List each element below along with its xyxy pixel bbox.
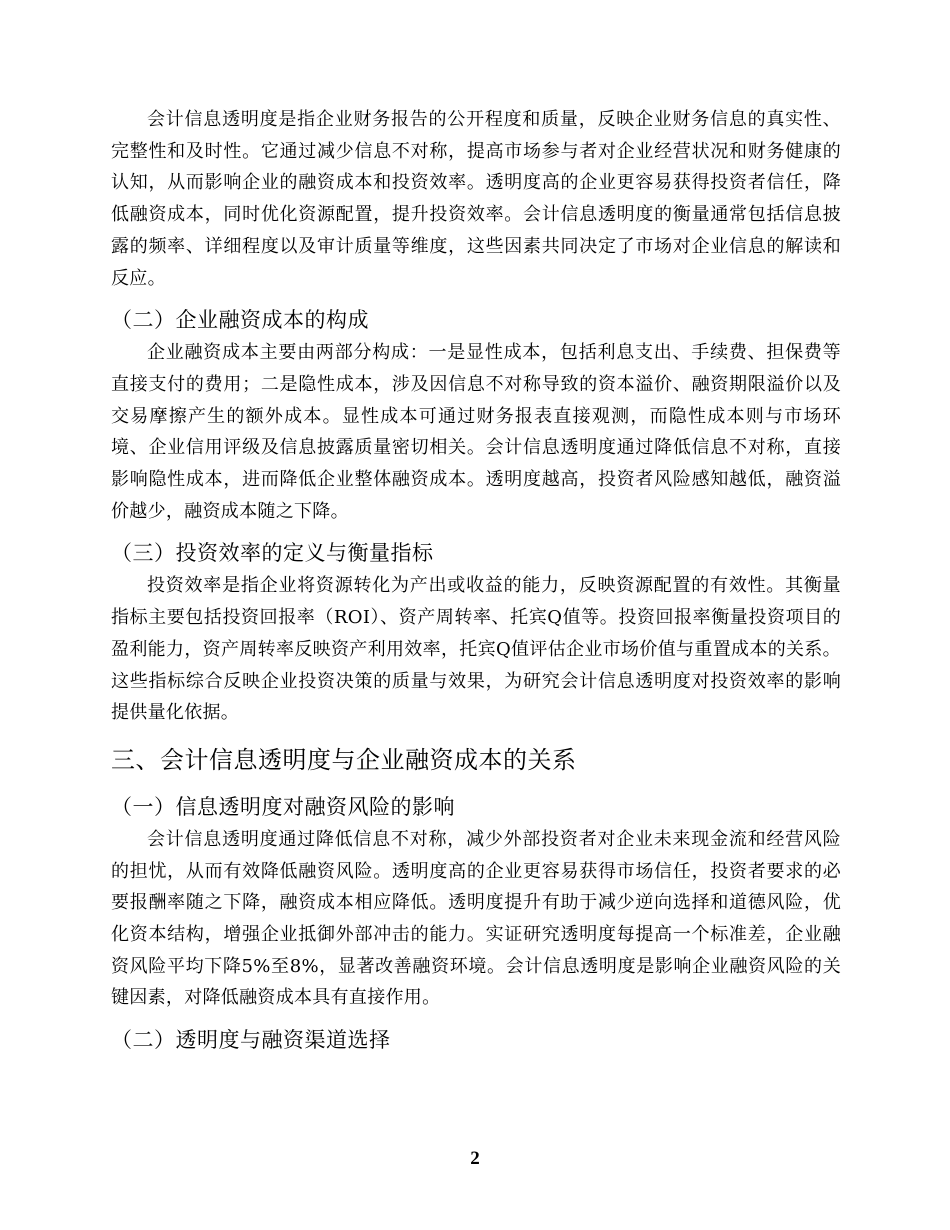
heading-section-three: 三、会计信息透明度与企业融资成本的关系 (111, 745, 577, 774)
heading-transparency-financing-channels: （二）透明度与融资渠道选择 (111, 1028, 391, 1053)
paragraph-investment-efficiency-definition: 投资效率是指企业将资源转化为产出或收益的能力，反映资源配置的有效性。其衡量指标主要包括投资回报率（ROI）、资产周转率、托宾Q值等。投资回报率衡量投资项目的盈利能力，资产周转率反映资产利用效率，托宾Q值评估企业市场价值与重置成本的关系。这些指标综合反映企业投资决策的质量与效果，为研究会计信息透明度对投资效率的影响提供量化依据。 (111, 575, 841, 724)
paragraph-transparency-financing-risk: 会计信息透明度通过降低信息不对称，减少外部投资者对企业未来现金流和经营风险的担忧，从而有效降低融资风险。透明度高的企业更容易获得市场信任，投资者要求的必要报酬率随之下降，融资成本相应降低。透明度提升有助于减少逆向选择和道德风险，优化资本结构，增强企业抵御外部冲击的能力。实证研究透明度每提高一个标准差，企业融资风险平均下降5%至8%，显著改善融资环境。会计信息透明度是影响企业融资风险的关键因素，对降低融资成本具有直接作用。 (111, 828, 841, 1009)
heading-transparency-financing-risk: （一）信息透明度对融资风险的影响 (111, 794, 455, 819)
paragraph-accounting-transparency-definition: 会计信息透明度是指企业财务报告的公开程度和质量，反映企业财务信息的真实性、完整性和及时性。它通过减少信息不对称，提高市场参与者对企业经营状况和财务健康的认知，从而影响企业的融资成本和投资效率。透明度高的企业更容易获得投资者信任，降低融资成本，同时优化资源配置，提升投资效率。会计信息透明度的衡量通常包括信息披露的频率、详细程度以及审计质量等维度，这些因素共同决定了市场对企业信息的解读和反应。 (111, 109, 841, 289)
heading-financing-cost-composition: （二）企业融资成本的构成 (111, 308, 369, 333)
page-content (111, 104, 841, 1057)
page-number: 2 (470, 1148, 480, 1169)
paragraph-financing-cost-composition: 企业融资成本主要由两部分构成：一是显性成本，包括利息支出、手续费、担保费等直接支付的费用；二是隐性成本，涉及因信息不对称导致的资本溢价、融资期限溢价以及交易摩擦产生的额外成本。显性成本可通过财务报表直接观测，而隐性成本则与市场环境、企业信用评级及信息披露质量密切相关。会计信息透明度通过降低信息不对称，直接影响隐性成本，进而降低企业整体融资成本。透明度越高，投资者风险感知越低，融资溢价越少，融资成本随之下降。 (111, 342, 841, 522)
heading-investment-efficiency-definition: （三）投资效率的定义与衡量指标 (111, 541, 434, 566)
